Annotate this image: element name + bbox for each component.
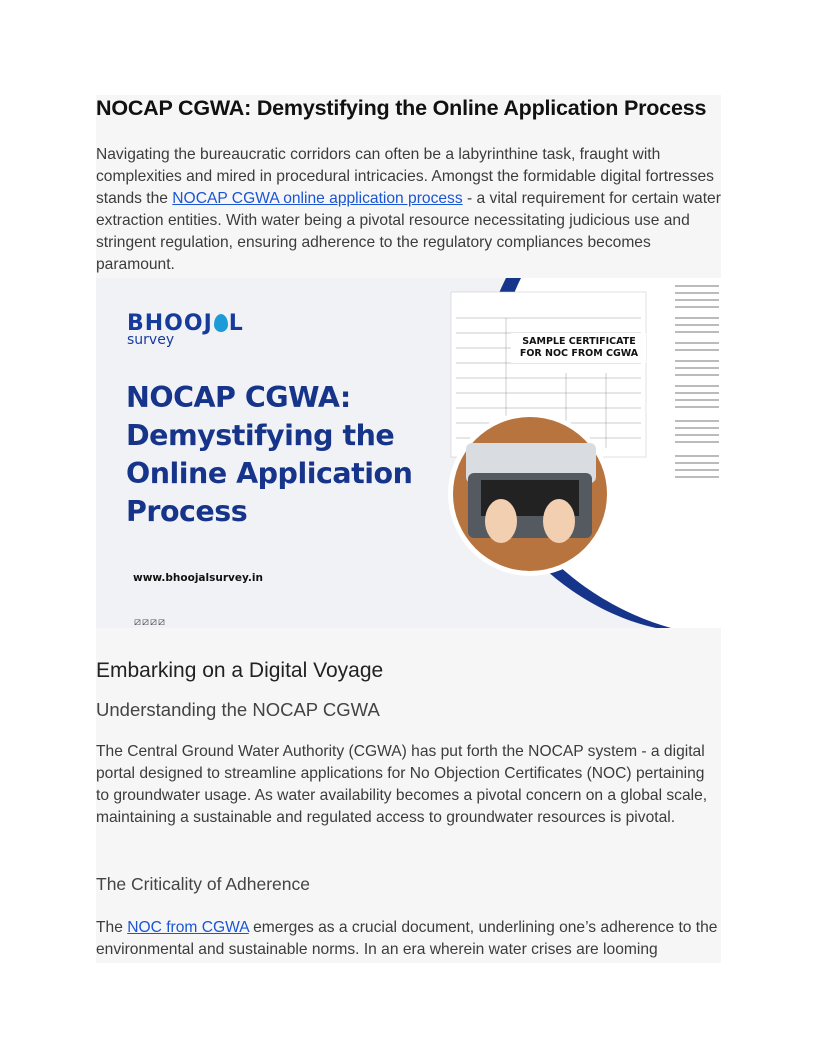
section-heading-digital-voyage: Embarking on a Digital Voyage (96, 659, 384, 682)
left-hand (485, 499, 517, 543)
noc-from-cgwa-link[interactable]: NOC from CGWA (127, 919, 249, 936)
intro-text-1: Navigating the bureaucratic corridors can often be a labyrinthine task, fraught with complexities and mired in procedural intricacies. Amongst the formidable digital fortresses stands the (96, 146, 714, 207)
intro-text-2: - a vital requirement for certain water extraction entities. With water being a pivotal resource necessitating judicious use and stringent regulation, ensuring adherence to the regulatory compliances becomes paramount. (96, 190, 721, 273)
banner-graphics (96, 278, 721, 628)
page-title: NOCAP CGWA: Demystifying the Online Application Process (96, 96, 707, 120)
banner-title: NOCAP CGWA: Demystifying the Online Application Process (126, 381, 413, 528)
nocap-application-link[interactable]: NOCAP CGWA online application process (172, 190, 463, 207)
text-column (672, 280, 721, 490)
section2-paragraph: The NOC from CGWA emerges as a crucial document, underlining one’s adherence to the environmental and sustainable norms. In an era wherein water crises are looming (96, 919, 718, 958)
banner-url: www.bhoojalsurvey.in (133, 572, 263, 584)
subheading-criticality: The Criticality of Adherence (96, 874, 310, 894)
intro-paragraph (96, 144, 721, 276)
bhoojal-logo: BHOOJ L survey (127, 311, 244, 348)
section1-paragraph: The Central Ground Water Authority (CGWA) has put forth the NOCAP system - a digital portal designed to streamline applications for No Objection Certificates (NOC) pertaining to groundwater usage. As water availability becomes a pivotal concern on a global scale, maintaining a sustainable and regulated access to groundwater resources is pivotal. (96, 743, 708, 826)
certificate-label: SAMPLE CERTIFICATE FOR NOC FROM CGWA (519, 336, 639, 359)
subheading-understanding-nocap: Understanding the NOCAP CGWA (96, 699, 380, 720)
article-banner-image (96, 278, 721, 628)
right-hand (543, 499, 575, 543)
decorative-slashes-icon: ⧄⧄⧄⧄ (134, 616, 166, 628)
